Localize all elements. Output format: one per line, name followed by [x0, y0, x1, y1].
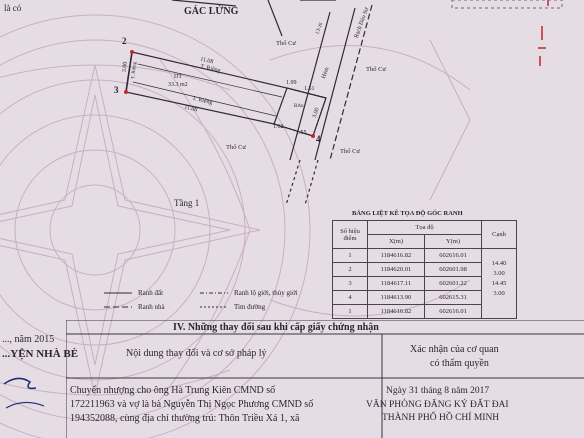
header-edge: Cạnh	[482, 221, 517, 249]
edge-value: 14.45	[491, 280, 507, 287]
area-label: DT	[174, 74, 182, 80]
changes-section	[66, 320, 584, 438]
neighbor-label-4: Thổ Cư	[340, 148, 360, 155]
issuing-agency: ...YỆN NHÀ BÈ	[2, 348, 79, 360]
vertex-4-label: 4	[316, 134, 321, 144]
header-x: X(m)	[368, 235, 425, 249]
corridor-label: BAn	[294, 104, 304, 109]
dim-bottom-a: 1.62	[273, 124, 284, 130]
confirmation-office-line2: THÀNH PHỐ HỒ CHÍ MINH	[382, 413, 500, 423]
changes-column-header: Nội dung thay đổi và cơ sở pháp lý	[126, 348, 267, 359]
neighbor-label-3: Thổ Cư	[226, 144, 246, 151]
row-point: 1	[333, 249, 368, 263]
row-y: 602601.22	[425, 277, 482, 291]
vertex-2-label: 2	[122, 36, 127, 46]
row-x: 1184616.82	[368, 249, 425, 263]
road-top-label: Rạch Đào Sư	[353, 6, 371, 40]
area-value: 33.3 m2	[168, 82, 188, 88]
header-y: Y(m)	[425, 235, 482, 249]
alley-label: Hẻm	[321, 66, 331, 80]
lane-code-label: LT-26	[315, 22, 325, 35]
legend	[100, 286, 340, 316]
section-title: IV. Những thay đổi sau khi cấp giấy chứng nhận	[173, 322, 379, 333]
legend-item-centerline: Tim đường	[234, 303, 266, 311]
row-y: 602616.01	[425, 249, 482, 263]
row-point: 4	[333, 291, 368, 305]
legend-item-house: Ranh nhà	[138, 303, 165, 311]
header-coord: Tọa độ	[368, 221, 482, 235]
edge-value: 14.40	[491, 260, 507, 267]
content-line-3: 194352088, cùng địa chỉ thường trú: Thôn Triều Xá 1, xã	[70, 413, 300, 424]
wall-bottom-label: T. Riêng	[191, 95, 213, 107]
wall-top-label: T. Riêng	[199, 63, 221, 75]
row-y: 602615.31	[425, 291, 482, 305]
wall-left-label: T. Riêng	[131, 61, 138, 80]
table-row	[333, 249, 517, 263]
dim-bottom: 11.08	[183, 104, 198, 114]
signature-mark	[0, 368, 60, 428]
row-x: 1184617.11	[368, 277, 425, 291]
dim-top: 11.08	[199, 56, 214, 66]
issue-date: ..., năm 2015	[2, 334, 55, 345]
dim-right: 3.00	[311, 107, 321, 119]
row-point: 2	[333, 263, 368, 277]
neighbor-label-2: Thổ Cư	[366, 66, 386, 73]
row-y: 602601.98	[425, 263, 482, 277]
upper-plan-title: GÁC LỬNG	[184, 6, 239, 17]
confirmation-header-line2: có thẩm quyền	[430, 358, 489, 369]
legend-lines	[100, 286, 340, 316]
legend-item-road-boundary: Ranh lộ giới, thủy giới	[234, 289, 298, 297]
confirmation-date: Ngày 31 tháng 8 năm 2017	[386, 386, 490, 396]
neighbor-label-1: Thổ Cư	[276, 40, 296, 47]
row-x: 1184613.90	[368, 291, 425, 305]
dim-bottom-b: 1.55	[296, 130, 307, 136]
row-point: 3	[333, 277, 368, 291]
vertex-3-label: 3	[114, 85, 119, 95]
content-line-2: 172211963 và vợ là bà Nguyễn Thị Ngọc Phương CMND số	[70, 399, 314, 410]
content-line-1: Chuyển nhượng cho ông Hà Trung Kiên CMND số	[70, 385, 276, 396]
edge-value: 3.00	[493, 290, 505, 297]
row-x: 1184620.01	[368, 263, 425, 277]
legend-item-land: Ranh đất	[138, 289, 164, 297]
coordinate-table	[332, 220, 517, 319]
row-x: 1184616.82	[368, 305, 425, 319]
header-left-text: là có	[4, 3, 22, 13]
edge-column	[482, 249, 517, 319]
row-point: 1	[333, 305, 368, 319]
edge-value: 3.00	[493, 270, 505, 277]
confirmation-header-line1: Xác nhận của cơ quan	[410, 344, 499, 355]
row-y: 602616.01	[425, 305, 482, 319]
coordinate-table-title: BẢNG LIỆT KÊ TỌA ĐỘ GÓC RANH	[352, 210, 463, 217]
dim-corridor-top: 1.99	[286, 80, 297, 86]
header-point: Số hiệu điểm	[333, 221, 368, 249]
dim-left: 3.00	[121, 61, 129, 73]
confirmation-office-line1: VĂN PHÒNG ĐĂNG KÝ ĐẤT ĐAI	[366, 400, 509, 410]
dim-right-top: 1.51	[304, 86, 315, 92]
floor-label: Tầng 1	[174, 198, 200, 208]
